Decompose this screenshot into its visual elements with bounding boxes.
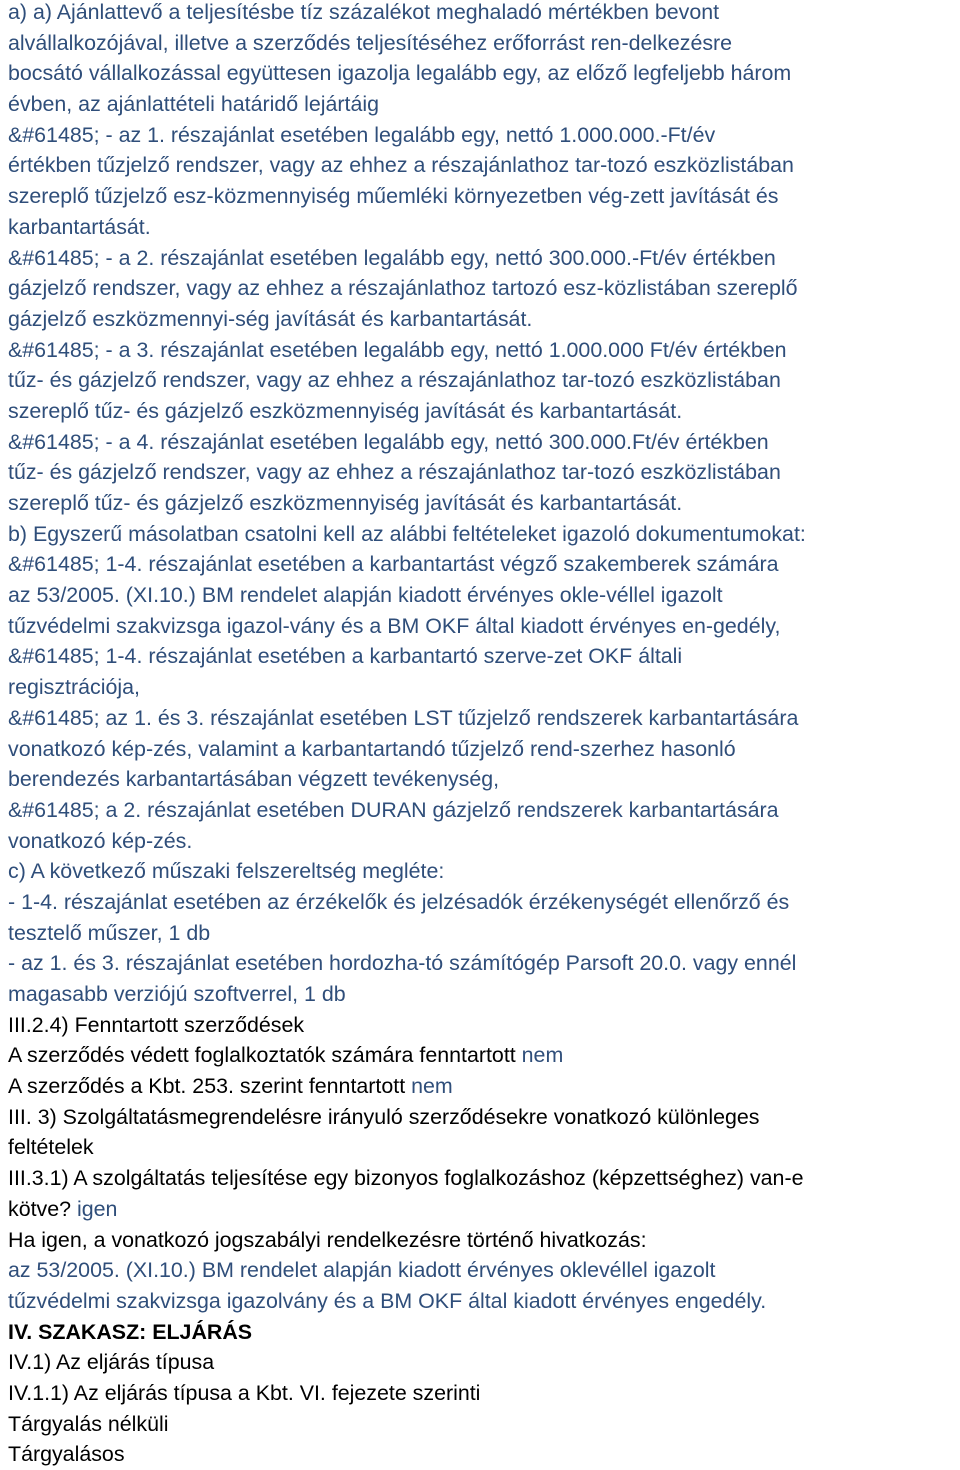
text-segment: - 1-4. részajánlat esetében az érzékelők és jelzésadók érzékenységét ellenőrző és [8,889,790,914]
text-segment: nem [521,1043,564,1068]
text-line [8,1132,960,1163]
text-line [8,1194,960,1225]
text-segment: értékben tűzjelző rendszer, vagy az ehhez a részajánlathoz tar-tozó eszközlistában [8,153,794,178]
text-segment: III. 3) Szolgáltatásmegrendelésre irányuló szerződésekre vonatkozó különleges [8,1104,760,1129]
text-segment: III.3.1) A szolgáltatás teljesítése egy bizonyos foglalkozáshoz (képzettséghez) van-e [8,1166,804,1191]
text-segment: &#61485; - a 4. részajánlat esetében legalább egy, nettó 300.000.Ft/év értékben [8,429,769,454]
text-line [8,1378,960,1409]
text-segment: szereplő tűz- és gázjelző eszközmennyiség javítását és karbantartását. [8,398,683,423]
text-segment: berendezés karbantartásában végzett tevékenység, [8,767,500,792]
text-segment: a) a) Ajánlattevő a teljesítésbe tíz százalékot meghaladó mértékben bevont [8,0,720,24]
text-segment: évben, az ajánlattételi határidő lejártáig [8,92,380,117]
text-line [8,457,960,488]
text-segment: tűzvédelmi szakvizsga igazolvány és a BM OKF által kiadott érvényes engedély. [8,1288,767,1313]
text-line [8,580,960,611]
text-line [8,795,960,826]
text-segment: feltételek [8,1135,94,1160]
text-segment: &#61485; a 2. részajánlat esetében DURAN gázjelző rendszerek karbantartására [8,797,779,822]
text-segment: az 53/2005. (XI.10.) BM rendelet alapján kiadott érvényes okle-véllel igazolt [8,583,723,608]
text-segment: szereplő tűz- és gázjelző eszközmennyiség javítását és karbantartását. [8,491,683,515]
document-body [8,0,960,1470]
text-segment: igen [76,1196,118,1221]
text-segment: &#61485; az 1. és 3. részajánlat esetében LST tűzjelző rendszerek karbantartására [8,705,799,730]
text-line [8,856,960,887]
text-segment: - az 1. és 3. részajánlat esetében hordozha-tó számítógép Parsoft 20.0. vagy ennél [8,951,797,976]
text-segment: gázjelző rendszer, vagy az ehhez a részajánlathoz tartozó esz-közlistában szereplő [8,276,798,301]
text-line [8,826,960,857]
text-line [8,549,960,580]
text-segment: gázjelző eszközmennyi-ség javítását és karbantartását. [8,306,533,331]
text-line [8,1255,960,1286]
text-line [8,1317,960,1348]
text-line [8,1163,960,1194]
text-line [8,181,960,212]
text-segment: karbantartását. [8,214,151,239]
text-line [8,641,960,672]
text-line [8,1409,960,1440]
text-line [8,488,960,519]
text-line [8,1286,960,1317]
text-line [8,1102,960,1133]
text-segment: tűz- és gázjelző rendszer, vagy az ehhez a részajánlathoz tar-tozó eszközlistában [8,460,781,485]
text-segment: IV.1) Az eljárás típusa [8,1350,215,1375]
text-line [8,918,960,949]
text-segment: szereplő tűzjelző esz-közmennyiség műemléki környezetben vég-zett javítását és [8,184,779,209]
text-segment: az 53/2005. (XI.10.) BM rendelet alapján kiadott érvényes oklevéllel igazolt [8,1258,716,1283]
text-line [8,0,960,28]
text-line [8,672,960,703]
text-segment: III.2.4) Fenntartott szerződések [8,1012,305,1037]
text-line [8,519,960,550]
text-line [8,120,960,151]
text-segment: A szerződés a Kbt. 253. szerint fenntartott [8,1074,412,1099]
text-segment: &#61485; 1-4. részajánlat esetében a karbantartást végző szakemberek számára [8,552,779,577]
text-line [8,979,960,1010]
text-segment: &#61485; - a 3. részajánlat esetében legalább egy, nettó 1.000.000 Ft/év értékben [8,337,787,362]
text-line [8,212,960,243]
text-segment: b) Egyszerű másolatban csatolni kell az alábbi feltételeket igazoló dokumentumokat: [8,521,806,546]
text-line [8,365,960,396]
text-segment: &#61485; - a 2. részajánlat esetében legalább egy, nettó 300.000.-Ft/év értékben [8,245,776,270]
text-line [8,427,960,458]
text-line [8,1225,960,1256]
text-line [8,887,960,918]
text-segment: &#61485; 1-4. részajánlat esetében a karbantartó szerve-zet OKF általi [8,644,683,669]
text-line [8,948,960,979]
text-segment: bocsátó vállalkozással együttesen igazolja legalább egy, az előző legfeljebb három [8,61,792,86]
text-segment: Tárgyalás nélküli [8,1411,169,1436]
text-line [8,243,960,274]
text-segment: tesztelő műszer, 1 db [8,920,211,945]
text-line [8,58,960,89]
text-line [8,703,960,734]
text-line [8,1439,960,1470]
text-segment: IV.1.1) Az eljárás típusa a Kbt. VI. fejezete szerinti [8,1380,481,1405]
text-line [8,89,960,120]
text-line [8,1040,960,1071]
text-segment: vonatkozó kép-zés. [8,828,193,853]
text-segment: Ha igen, a vonatkozó jogszabályi rendelkezésre történő hivatkozás: [8,1227,647,1252]
text-segment: alvállalkozójával, illetve a szerződés teljesítéséhez erőforrást ren-delkezésre [8,30,733,55]
text-line [8,1347,960,1378]
text-segment: tűz- és gázjelző rendszer, vagy az ehhez a részajánlathoz tar-tozó eszközlistában [8,368,781,393]
text-segment: Tárgyalásos [8,1442,125,1467]
text-segment: kötve? [8,1196,77,1221]
text-line [8,396,960,427]
text-segment: nem [411,1074,453,1099]
text-segment: vonatkozó kép-zés, valamint a karbantartandó tűzjelző rend-szerhez hasonló [8,736,736,761]
text-segment: regisztrációja, [8,675,140,700]
text-line [8,611,960,642]
text-segment: IV. SZAKASZ: ELJÁRÁS [8,1319,253,1344]
text-segment: tűzvédelmi szakvizsga igazol-vány és a BM OKF által kiadott érvényes en-gedély, [8,613,781,638]
text-line [8,1010,960,1041]
text-line [8,304,960,335]
text-line [8,335,960,366]
text-line [8,28,960,59]
text-line [8,764,960,795]
text-line [8,273,960,304]
text-line [8,150,960,181]
text-segment: c) A következő műszaki felszereltség megléte: [8,859,445,884]
text-segment: &#61485; - az 1. részajánlat esetében legalább egy, nettó 1.000.000.-Ft/év [8,122,716,147]
text-segment: A szerződés védett foglalkoztatók számára fenntartott [8,1043,522,1068]
text-line [8,734,960,765]
text-line [8,1071,960,1102]
text-segment: magasabb verziójú szoftverrel, 1 db [8,982,346,1006]
